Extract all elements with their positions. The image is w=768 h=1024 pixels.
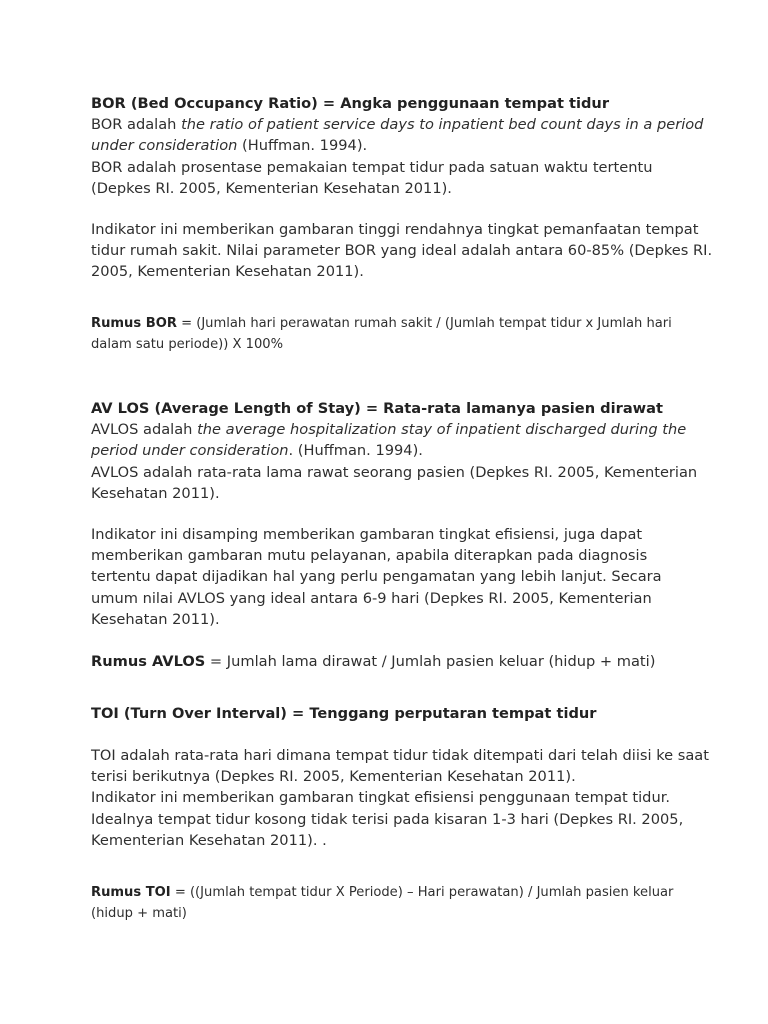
avlos-definition-2: AVLOS adalah rata-rata lama rawat seorang pasien (Depkes RI. 2005, Kementerian xyxy=(91,463,698,481)
avlos-formula: Rumus AVLOS = Jumlah lama dirawat / Jumlah pasien keluar (hidup + mati) xyxy=(91,653,656,670)
bor-definition-2: BOR adalah prosentase pemakaian tempat tidur pada satuan waktu tertentu xyxy=(91,158,653,176)
bor-formula-label: Rumus BOR xyxy=(91,316,177,331)
toi-section xyxy=(91,703,691,724)
avlos-section: AV LOS (Average Length of Stay) = Rata-rata lamanya pasien dirawat AVLOS adalah the average hospitalization stay of inpatient discharged during the period under consideration. (Huffman. 1994). AVLOS adalah rata-rata lama rawat seorang pasien (Depkes RI. 2005, Kementerian Kesehatan 2011). xyxy=(91,400,698,502)
bor-definition-1: BOR adalah the ratio of patient service days to inpatient bed count days in a period xyxy=(91,116,704,134)
bor-indicator-paragraph: Indikator ini memberikan gambaran tinggi rendahnya tingkat pemanfaatan tempat tidur rumah sakit. Nilai parameter BOR yang ideal adalah antara 60-85% (Depkes RI. 2005, Kementerian Kesehatan 2011). xyxy=(91,221,713,281)
toi-formula: Rumus TOI = ((Jumlah tempat tidur X Periode) – Hari perawatan) / Jumlah pasien keluar (hidup + mati) xyxy=(91,885,674,922)
toi-definition-paragraph: TOI adalah rata-rata hari dimana tempat tidur tidak ditempati dari telah diisi ke saat terisi berikutnya (Depkes RI. 2005, Kementerian Kesehatan 2011). Indikator ini memberikan gambaran tingkat efisiensi penggunaan tempat tidur. Idealnya tempat tidur kosong tidak terisi pada kisaran 1-3 hari (Depkes RI. 2005, Kementerian Kesehatan 2011). . xyxy=(91,747,709,849)
toi-heading: TOI (Turn Over Interval) = Tenggang perputaran tempat tidur xyxy=(91,705,597,722)
avlos-indicator-paragraph: Indikator ini disamping memberikan gambaran tingkat efisiensi, juga dapat memberikan gambaran mutu pelayanan, apabila diterapkan pada diagnosis tertentu dapat dijadikan hal yang perlu pengamatan yang lebih lanjut. Secara umum nilai AVLOS yang ideal antara 6-9 hari (Depkes RI. 2005, Kementerian Kesehatan 2011). xyxy=(91,526,662,628)
toi-formula-label: Rumus TOI xyxy=(91,885,171,900)
bor-heading: BOR (Bed Occupancy Ratio) = Angka penggunaan tempat tidur xyxy=(91,95,610,112)
avlos-heading: AV LOS (Average Length of Stay) = Rata-rata lamanya pasien dirawat xyxy=(91,400,663,417)
avlos-definition-1: AVLOS adalah the average hospitalization stay of inpatient discharged during the xyxy=(91,421,687,439)
avlos-formula-label: Rumus AVLOS xyxy=(91,653,206,670)
bor-section: BOR (Bed Occupancy Ratio) = Angka penggunaan tempat tidur BOR adalah the ratio of patient service days to inpatient bed count days in a period under consideration (Huffman. 1994). BOR adalah prosentase pemakaian tempat tidur pada satuan waktu tertentu (Depkes RI. 2005, Kementerian Kesehatan 2011). xyxy=(91,95,704,197)
bor-formula: Rumus BOR = (Jumlah hari perawatan rumah sakit / (Jumlah tempat tidur x Jumlah hari dalam satu periode)) X 100% xyxy=(91,316,672,353)
